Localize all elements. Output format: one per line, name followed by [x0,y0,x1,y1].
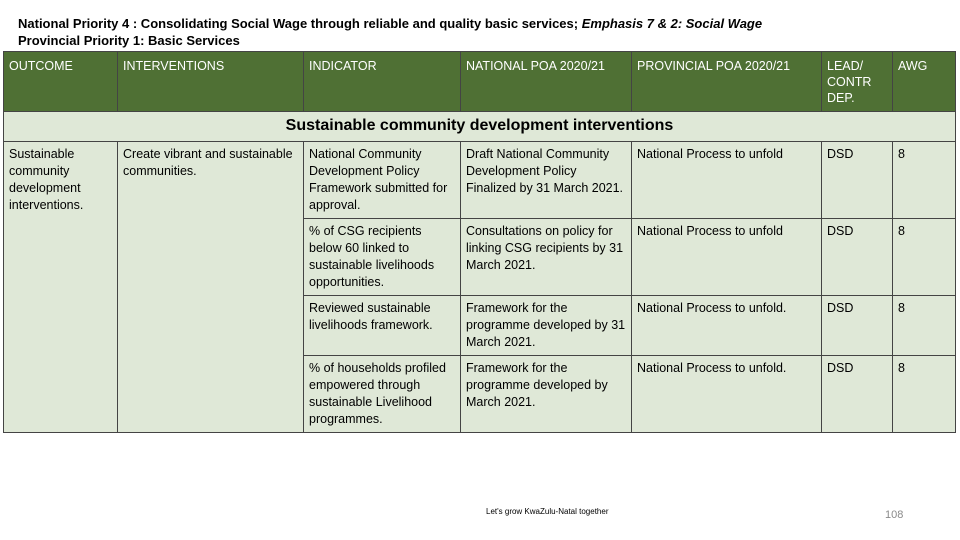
national-poa-cell: Framework for the programme developed by March 2021. [461,356,632,433]
intervention-cell: Create vibrant and sustainable communities. [118,142,304,433]
awg-cell: 8 [893,142,956,219]
indicator-cell: National Community Development Policy Framework submitted for approval. [304,142,461,219]
heading-emphasis-text: Emphasis 7 & 2: Social Wage [581,16,763,31]
indicator-cell: Reviewed sustainable livelihoods framework. [304,296,461,356]
lead-cell: DSD [822,219,893,296]
poa-table [3,51,956,433]
provincial-poa-cell: National Process to unfold. [632,356,822,433]
header-interventions: INTERVENTIONS [118,52,304,112]
header-provincial-poa: PROVINCIAL POA 2020/21 [632,52,822,112]
header-lead: LEAD/ CONTR DEP. [822,52,893,112]
lead-cell: DSD [822,356,893,433]
provincial-poa-cell: National Process to unfold. [632,296,822,356]
header-row [4,52,956,112]
outcome-cell: Sustainable community development interventions. [4,142,118,433]
header-outcome: OUTCOME [4,52,118,112]
section-title: Sustainable community development interventions [4,112,956,142]
header-awg: AWG [893,52,956,112]
header-indicator: INDICATOR [304,52,461,112]
slide-heading [18,15,938,49]
lead-cell: DSD [822,142,893,219]
header-national-poa: NATIONAL POA 2020/21 [461,52,632,112]
heading-line-1 [18,15,938,32]
lead-cell: DSD [822,296,893,356]
provincial-poa-cell: National Process to unfold [632,142,822,219]
awg-cell: 8 [893,356,956,433]
awg-cell: 8 [893,296,956,356]
heading-priority-text: National Priority 4 : Consolidating Social Wage through reliable and quality basic services; [18,16,579,31]
national-poa-cell: Draft National Community Development Policy Finalized by 31 March 2021. [461,142,632,219]
indicator-cell: % of households profiled empowered through sustainable Livelihood programmes. [304,356,461,433]
provincial-poa-cell: National Process to unfold [632,219,822,296]
page-number: 108 [885,509,904,521]
national-poa-cell: Framework for the programme developed by 31 March 2021. [461,296,632,356]
awg-cell: 8 [893,219,956,296]
section-row [4,112,956,142]
heading-line-2: Provincial Priority 1: Basic Services [18,33,240,48]
table-row [4,142,956,219]
footer-slogan: Let's grow KwaZulu-Natal together [486,507,609,516]
indicator-cell: % of CSG recipients below 60 linked to sustainable livelihoods opportunities. [304,219,461,296]
national-poa-cell: Consultations on policy for linking CSG recipients by 31 March 2021. [461,219,632,296]
